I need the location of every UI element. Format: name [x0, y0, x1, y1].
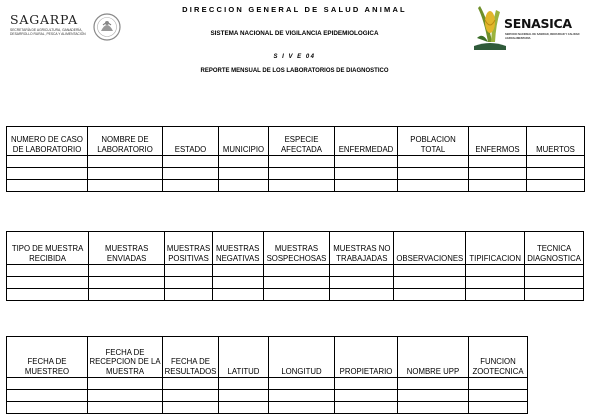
- table-cell[interactable]: [165, 289, 213, 301]
- table-cell[interactable]: [466, 277, 525, 289]
- table-cell[interactable]: [269, 180, 335, 192]
- header-cell: POBLACION TOTAL: [398, 127, 469, 156]
- table-cell[interactable]: [525, 277, 584, 289]
- header-cell: FECHA DE RESULTADOS: [163, 337, 219, 378]
- table-cell[interactable]: [469, 168, 527, 180]
- table-cell[interactable]: [469, 156, 527, 168]
- table-cell[interactable]: [7, 180, 88, 192]
- table-cell[interactable]: [269, 168, 335, 180]
- table-cell[interactable]: [212, 265, 263, 277]
- table-cell[interactable]: [269, 378, 335, 390]
- table-cell[interactable]: [263, 289, 330, 301]
- table-cell[interactable]: [398, 168, 469, 180]
- header-cell: MUESTRAS NEGATIVAS: [212, 232, 263, 265]
- header-cell: ESPECIE AFECTADA: [269, 127, 335, 156]
- table-cell[interactable]: [330, 289, 394, 301]
- senasica-wordmark: SENASICA: [504, 16, 572, 31]
- table-row: [7, 289, 584, 301]
- page-title: DIRECCION GENERAL DE SALUD ANIMAL: [182, 5, 407, 14]
- header-cell: NOMBRE UPP: [398, 337, 469, 378]
- table-cell[interactable]: [269, 402, 335, 414]
- table-cell[interactable]: [398, 156, 469, 168]
- table-cell[interactable]: [394, 265, 466, 277]
- table-cell[interactable]: [7, 168, 88, 180]
- table-cell[interactable]: [398, 378, 469, 390]
- header-row: [7, 337, 528, 378]
- table-row: [7, 402, 528, 414]
- header-cell: OBSERVACIONES: [394, 232, 466, 265]
- table-cell[interactable]: [88, 390, 163, 402]
- table-cell[interactable]: [398, 180, 469, 192]
- table-cell[interactable]: [394, 277, 466, 289]
- table-cell[interactable]: [7, 289, 89, 301]
- table-cell[interactable]: [7, 378, 88, 390]
- table-cell[interactable]: [7, 277, 89, 289]
- header-cell: TIPO DE MUESTRA RECIBIDA: [7, 232, 89, 265]
- table-cell[interactable]: [219, 180, 269, 192]
- table-cell[interactable]: [525, 265, 584, 277]
- table-cell[interactable]: [219, 168, 269, 180]
- header-cell: TIPIFICACION: [466, 232, 525, 265]
- table-cell[interactable]: [7, 390, 88, 402]
- table-cell[interactable]: [263, 277, 330, 289]
- table-cell[interactable]: [525, 289, 584, 301]
- table-cell[interactable]: [466, 265, 525, 277]
- table-cell[interactable]: [527, 168, 585, 180]
- mexico-seal-icon: [92, 11, 122, 43]
- table-cell[interactable]: [219, 402, 269, 414]
- table-row: [7, 378, 528, 390]
- table-cell[interactable]: [219, 378, 269, 390]
- table-cell[interactable]: [163, 156, 219, 168]
- table-row: [7, 390, 528, 402]
- sagarpa-logo: [6, 8, 126, 50]
- table-row: [7, 180, 585, 192]
- header-cell: MUESTRAS POSITIVAS: [165, 232, 213, 265]
- table-cell[interactable]: [466, 289, 525, 301]
- header-cell: FECHA DE MUESTREO: [7, 337, 88, 378]
- location-table: [6, 336, 528, 414]
- header-cell: MUESTRAS ENVIADAS: [89, 232, 165, 265]
- table-cell[interactable]: [89, 277, 165, 289]
- header-cell: MUESTRAS NO TRABAJADAS: [330, 232, 394, 265]
- header-cell: NUMERO DE CASO DE LABORATORIO: [7, 127, 88, 156]
- table-cell[interactable]: [398, 390, 469, 402]
- table-cell[interactable]: [163, 180, 219, 192]
- table-cell[interactable]: [394, 289, 466, 301]
- sagarpa-subtitle: SECRETARÍA DE AGRICULTURA, GANADERÍA, DESARROLLO RURAL, PESCA Y ALIMENTACIÓN: [10, 28, 86, 37]
- table-cell[interactable]: [89, 289, 165, 301]
- table-cell[interactable]: [163, 378, 219, 390]
- table-cell[interactable]: [163, 168, 219, 180]
- sagarpa-wordmark: SAGARPA: [10, 12, 78, 27]
- header-cell: ENFERMOS: [469, 127, 527, 156]
- report-title: REPORTE MENSUAL DE LOS LABORATORIOS DE DIAGNOSTICO: [200, 68, 389, 74]
- table-row: [7, 277, 584, 289]
- table-row: [7, 156, 585, 168]
- form-code: S I V E 04: [273, 54, 316, 60]
- table-cell[interactable]: [469, 402, 528, 414]
- table-cell[interactable]: [212, 277, 263, 289]
- table-cell[interactable]: [7, 402, 88, 414]
- table-cell[interactable]: [330, 277, 394, 289]
- senasica-subtitle: SERVICIO NACIONAL DE SANIDAD, INOCUIDAD Y CALIDAD AGROALIMENTARIA: [505, 33, 580, 40]
- table-cell[interactable]: [88, 156, 163, 168]
- table-cell[interactable]: [165, 277, 213, 289]
- table-cell[interactable]: [219, 156, 269, 168]
- table-cell[interactable]: [7, 265, 89, 277]
- table-cell[interactable]: [469, 390, 528, 402]
- header-cell: LATITUD: [219, 337, 269, 378]
- header-row: [7, 127, 585, 156]
- header-cell: MUESTRAS SOSPECHOSAS: [263, 232, 330, 265]
- table-cell[interactable]: [163, 402, 219, 414]
- table-cell[interactable]: [330, 265, 394, 277]
- header-cell: PROPIETARIO: [335, 337, 398, 378]
- table-cell[interactable]: [335, 180, 398, 192]
- header-cell: TECNICA DIAGNOSTICA: [525, 232, 584, 265]
- table-cell[interactable]: [89, 265, 165, 277]
- table-cell[interactable]: [7, 156, 88, 168]
- table-cell[interactable]: [269, 156, 335, 168]
- table-cell[interactable]: [269, 390, 335, 402]
- table-cell[interactable]: [163, 390, 219, 402]
- table-cell[interactable]: [335, 390, 398, 402]
- table-cell[interactable]: [88, 168, 163, 180]
- sample-results-table: [6, 231, 584, 301]
- table-cell[interactable]: [335, 156, 398, 168]
- table-cell[interactable]: [527, 180, 585, 192]
- header-cell: NOMBRE DE LABORATORIO: [88, 127, 163, 156]
- header-cell: ENFERMEDAD: [335, 127, 398, 156]
- header-cell: MUNICIPIO: [219, 127, 269, 156]
- table-row: [7, 168, 585, 180]
- system-title: SISTEMA NACIONAL DE VIGILANCIA EPIDEMIOLOGICA: [210, 30, 379, 37]
- header-cell: FECHA DE RECEPCION DE LA MUESTRA: [88, 337, 163, 378]
- table-cell[interactable]: [335, 402, 398, 414]
- case-info-table: [6, 126, 585, 192]
- header-row: [7, 232, 584, 265]
- table-cell[interactable]: [335, 168, 398, 180]
- table-cell[interactable]: [469, 180, 527, 192]
- table-cell[interactable]: [398, 402, 469, 414]
- table-cell[interactable]: [527, 156, 585, 168]
- header-cell: LONGITUD: [269, 337, 335, 378]
- header-cell: ESTADO: [163, 127, 219, 156]
- table-cell[interactable]: [469, 378, 528, 390]
- table-cell[interactable]: [263, 265, 330, 277]
- table-cell[interactable]: [212, 289, 263, 301]
- table-cell[interactable]: [88, 378, 163, 390]
- header-cell: MUERTOS: [527, 127, 585, 156]
- table-cell[interactable]: [88, 402, 163, 414]
- table-cell[interactable]: [88, 180, 163, 192]
- table-cell[interactable]: [165, 265, 213, 277]
- header-cell: FUNCION ZOOTECNICA: [469, 337, 528, 378]
- table-cell[interactable]: [219, 390, 269, 402]
- table-cell[interactable]: [335, 378, 398, 390]
- table-row: [7, 265, 584, 277]
